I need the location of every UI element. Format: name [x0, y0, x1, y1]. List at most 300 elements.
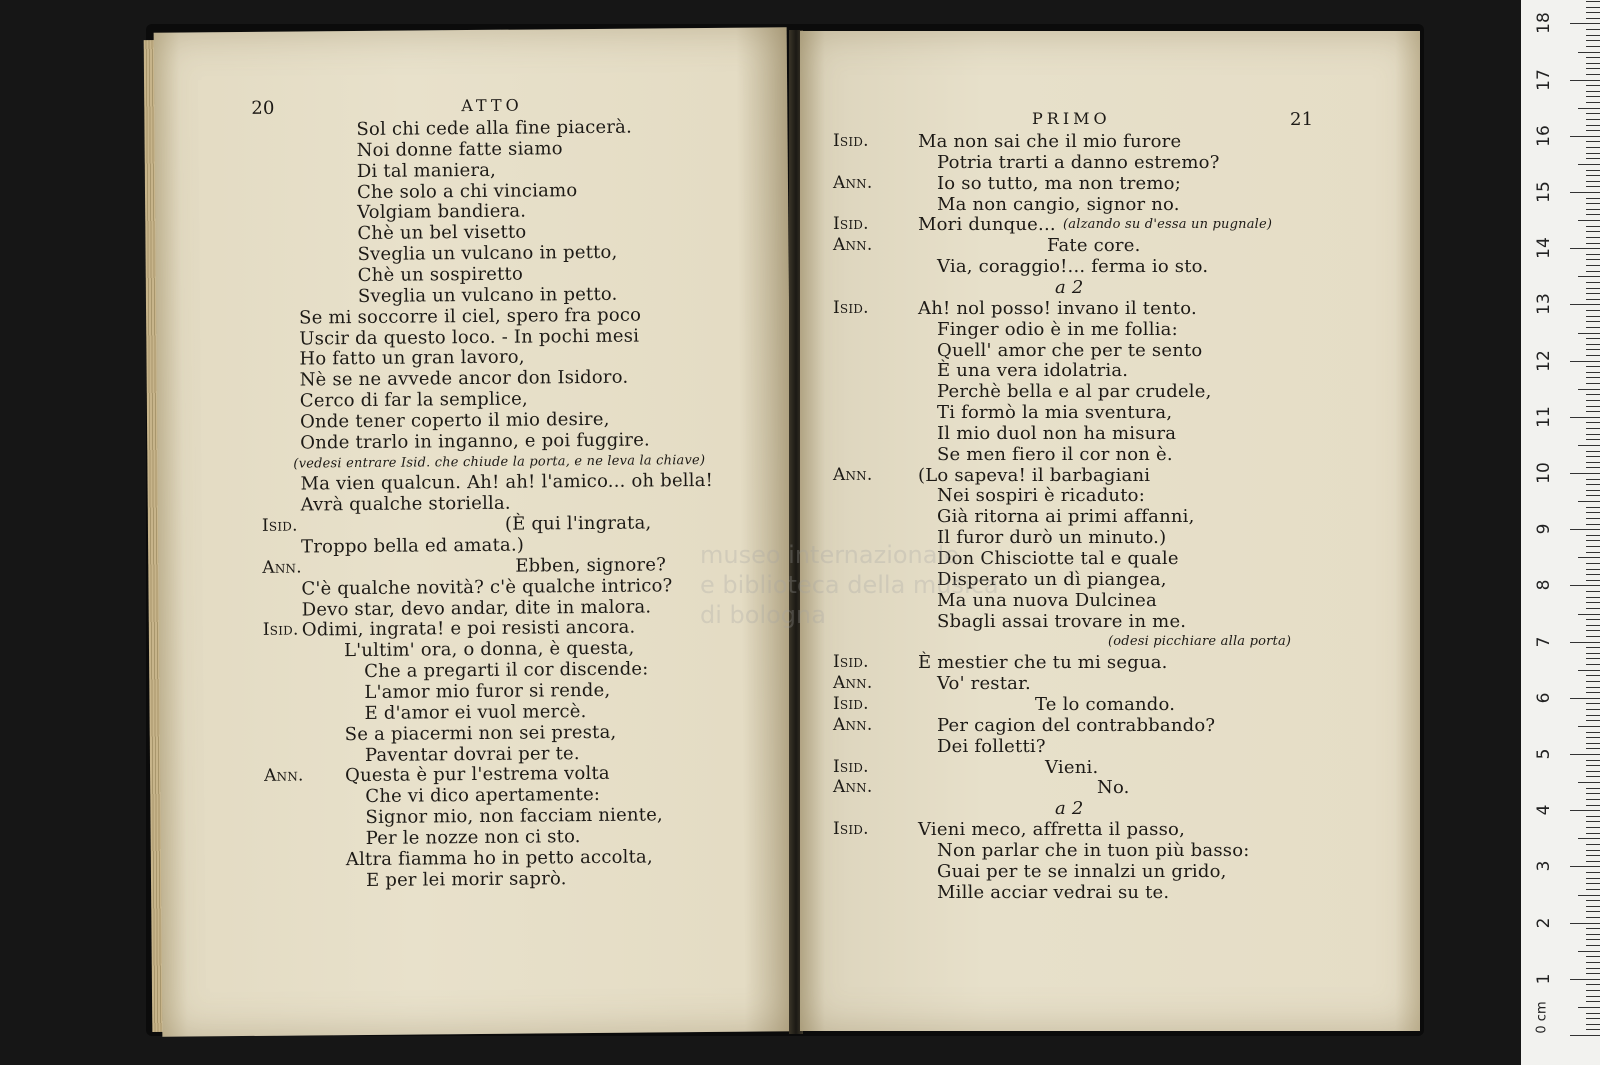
ruler-tick: [1570, 979, 1600, 980]
stage-direction: (vedesi entrare Isid. che chiude la porta, e ne leva la chiave): [293, 452, 706, 472]
verse-line: Io so tutto, ma non tremo;: [937, 172, 1181, 194]
ruler-tick: [1586, 788, 1600, 789]
ruler-number: 10: [1534, 462, 1554, 484]
ruler-tick: [1586, 816, 1600, 817]
ruler-tick: [1586, 597, 1600, 598]
ruler-tick: [1586, 900, 1600, 901]
ruler-tick: [1586, 1024, 1600, 1025]
ruler-tick: [1586, 181, 1600, 182]
ruler-tick: [1586, 906, 1600, 907]
ruler-tick: [1586, 692, 1600, 693]
ruler-tick: [1586, 535, 1600, 536]
verse-line: E d'amor ei vuol mercè.: [364, 700, 587, 724]
verse-line: Fate core.: [1047, 235, 1141, 257]
verse-line: Ah! nol posso! invano il tento.: [918, 297, 1197, 319]
ruler-tick: [1586, 703, 1600, 704]
ruler-tick: [1570, 698, 1600, 699]
ruler-tick: [1586, 709, 1600, 710]
ruler-tick: [1586, 715, 1600, 716]
ruler-tick: [1586, 265, 1600, 266]
verse-line: Troppo bella ed amata.): [301, 534, 525, 558]
ruler-tick: [1586, 546, 1600, 547]
verse-line: Se men fiero il cor non è.: [937, 443, 1173, 465]
speaker-label: Ann.: [833, 777, 873, 798]
page-number-left: 20: [251, 97, 275, 119]
ruler-tick: [1586, 990, 1600, 991]
verse-line: Chè un sospiretto: [357, 263, 524, 286]
verse-line: L'amor mio furor si rende,: [364, 679, 611, 703]
ruler-tick: [1586, 507, 1600, 508]
ruler-tick: [1586, 569, 1600, 570]
verse-line: Te lo comando.: [1035, 693, 1176, 715]
verse-line: Paventar dovrai per te.: [364, 742, 580, 766]
verse-line: L'ultim' ora, o donna, è questa,: [343, 637, 635, 662]
ruler-tick: [1586, 658, 1600, 659]
ruler-tick: [1586, 878, 1600, 879]
verse-line: Sol chi cede alla fine piacerà.: [356, 116, 633, 141]
ruler-tick: [1586, 467, 1600, 468]
ruler-tick: [1586, 939, 1600, 940]
ruler-tick: [1586, 1013, 1600, 1014]
ruler-tick: [1586, 237, 1600, 238]
ruler-tick: [1586, 833, 1600, 834]
ruler-tick: [1586, 383, 1600, 384]
ruler-tick: [1586, 776, 1600, 777]
ruler-tick: [1586, 675, 1600, 676]
ruler-tick: [1586, 748, 1600, 749]
ruler-tick: [1586, 563, 1600, 564]
ruler-tick: [1586, 338, 1600, 339]
ruler-unit-label: 0 cm: [1534, 1001, 1550, 1034]
ruler-tick: [1586, 46, 1600, 47]
ruler-tick: [1570, 923, 1600, 924]
ruler-number: 1: [1534, 973, 1554, 985]
speaker-label: Isid.: [833, 214, 869, 235]
ruler-tick: [1586, 861, 1600, 862]
ruler-tick: [1578, 1007, 1600, 1008]
ruler-tick: [1586, 96, 1600, 97]
ruler-tick: [1586, 175, 1600, 176]
ruler-tick: [1586, 945, 1600, 946]
ruler-tick: [1578, 782, 1600, 783]
ruler-number: 5: [1534, 748, 1554, 760]
ruler-tick: [1586, 844, 1600, 845]
ruler-tick: [1586, 552, 1600, 553]
ruler-tick: [1586, 231, 1600, 232]
ruler-tick: [1578, 220, 1600, 221]
verse-line: Ma non cangio, signor no.: [937, 193, 1180, 215]
ruler-tick: [1586, 771, 1600, 772]
ruler-tick: [1586, 479, 1600, 480]
verse-line: Che solo a chi vinciamo: [356, 179, 578, 203]
ruler-tick: [1586, 377, 1600, 378]
ruler-tick: [1586, 372, 1600, 373]
verse-line: (È qui l'ingrata,: [504, 512, 652, 535]
ruler-tick: [1586, 760, 1600, 761]
left-page: [154, 27, 796, 1036]
page-number-right: 21: [1290, 109, 1314, 130]
verse-line: E per lei morir saprò.: [365, 867, 567, 891]
ruler-tick: [1586, 591, 1600, 592]
verse-line: Che vi dico apertamente:: [365, 784, 601, 808]
speaker-label: Isid.: [833, 652, 869, 673]
speaker-label: Isid.: [833, 819, 869, 840]
verse-line: È una vera idolatria.: [937, 360, 1129, 382]
ruler-tick: [1570, 810, 1600, 811]
speaker-label: Ann.: [262, 557, 302, 578]
ruler-tick: [1586, 653, 1600, 654]
ruler-tick: [1586, 226, 1600, 227]
ruler-tick: [1570, 304, 1600, 305]
ruler-tick: [1578, 108, 1600, 109]
ruler-tick: [1578, 670, 1600, 671]
verse-line: Nè se ne avvede ancor don Isidoro.: [299, 366, 629, 391]
ruler-number: 12: [1534, 349, 1554, 372]
verse-line: Già ritorna ai primi affanni,: [937, 506, 1195, 528]
verse-line: Ebben, signore?: [515, 554, 667, 577]
ruler-tick: [1586, 456, 1600, 457]
ruler-tick: [1586, 934, 1600, 935]
ruler-tick: [1570, 754, 1600, 755]
ruler-tick: [1586, 687, 1600, 688]
ruler-tick: [1586, 850, 1600, 851]
ruler-tick: [1586, 214, 1600, 215]
speaker-label: Isid.: [833, 297, 869, 318]
ruler-tick: [1586, 490, 1600, 491]
ruler-tick: [1586, 872, 1600, 873]
verse-line: Non parlar che in tuon più basso:: [937, 839, 1250, 861]
ruler-tick: [1586, 130, 1600, 131]
ruler-tick: [1586, 962, 1600, 963]
ruler-tick: [1578, 389, 1600, 390]
verse-line: È mestier che tu mi segua.: [918, 652, 1168, 674]
ruler-tick: [1570, 1035, 1600, 1036]
verse-line: Ti formò la mia sventura,: [937, 402, 1173, 424]
ruler-tick: [1570, 529, 1600, 530]
ruler-tick: [1586, 720, 1600, 721]
speaker-label: Ann.: [833, 235, 873, 256]
speaker-label: Isid.: [262, 619, 299, 641]
ruler-tick: [1578, 557, 1600, 558]
ruler-tick: [1586, 310, 1600, 311]
ruler-tick: [1570, 417, 1600, 418]
ruler-tick: [1578, 895, 1600, 896]
ruler-tick: [1586, 883, 1600, 884]
speaker-label: Isid.: [261, 515, 298, 536]
ruler-tick: [1586, 400, 1600, 401]
ruler-tick: [1586, 316, 1600, 317]
ruler-tick: [1586, 394, 1600, 395]
ruler-tick: [1586, 1029, 1600, 1030]
verse-line: Sbagli assai trovare in me.: [937, 610, 1187, 632]
ruler-tick: [1586, 434, 1600, 435]
ruler-number: 6: [1534, 692, 1554, 704]
speaker-label: Isid.: [833, 131, 869, 151]
ruler-tick: [1586, 737, 1600, 738]
ruler-tick: [1586, 928, 1600, 929]
ruler-tick: [1586, 765, 1600, 766]
verse-line: Che a pregarti il cor discende:: [364, 658, 649, 683]
ruler-number: 14: [1534, 237, 1554, 260]
verse-line: Dei folletti?: [937, 735, 1046, 757]
speaker-label: Ann.: [833, 714, 873, 735]
verse-line: Guai per te se innalzi un grido,: [937, 860, 1227, 882]
ruler-tick: [1586, 68, 1600, 69]
ruler-tick: [1586, 141, 1600, 142]
ruler-tick: [1586, 996, 1600, 997]
verse-line: Potria trarti a danno estremo?: [937, 151, 1220, 173]
ruler-tick: [1586, 327, 1600, 328]
ruler-number: 9: [1534, 523, 1554, 535]
verse-line: Mori dunque...: [918, 214, 1056, 236]
ruler-tick: [1586, 203, 1600, 204]
verse-line: Sveglia un vulcano in petto.: [357, 283, 618, 307]
ruler-tick: [1586, 158, 1600, 159]
verse-line: No.: [1097, 777, 1130, 799]
ruler-tick: [1570, 473, 1600, 474]
verse-line: Signor mio, non facciam niente,: [365, 804, 664, 829]
ruler-tick: [1586, 732, 1600, 733]
ruler-tick: [1586, 57, 1600, 58]
ruler-number: 2: [1534, 917, 1554, 929]
ruler-tick: [1578, 164, 1600, 165]
ruler-tick: [1586, 85, 1600, 86]
ruler-tick: [1586, 344, 1600, 345]
ruler-tick: [1586, 495, 1600, 496]
verse-line: Cerco di far la semplice,: [299, 388, 528, 412]
ruler-number: 17: [1534, 68, 1554, 91]
verse-line: Nei sospiri è ricaduto:: [937, 485, 1145, 507]
ruler-tick: [1586, 821, 1600, 822]
ruler-tick: [1586, 282, 1600, 283]
ruler-tick: [1586, 113, 1600, 114]
ruler-tick: [1586, 259, 1600, 260]
ruler-tick: [1586, 18, 1600, 19]
ruler-number: 4: [1534, 804, 1554, 816]
ruler-tick: [1586, 422, 1600, 423]
verse-line: Finger odio è in me follia:: [937, 318, 1178, 340]
verse-line: Disperato un dì piangea,: [937, 568, 1167, 590]
ruler-tick: [1578, 276, 1600, 277]
ruler-tick: [1586, 462, 1600, 463]
verse-line: Ma una nuova Dulcinea: [937, 589, 1157, 611]
verse-line: Ho fatto un gran lavoro,: [299, 346, 525, 370]
ruler-tick: [1586, 580, 1600, 581]
ruler-tick: [1586, 956, 1600, 957]
verse-line: Il furor durò un minuto.): [937, 527, 1167, 549]
ruler-tick: [1586, 12, 1600, 13]
ruler-tick: [1586, 125, 1600, 126]
ruler-tick: [1586, 406, 1600, 407]
verse-line: Chè un bel visetto: [357, 221, 527, 245]
ruler-tick: [1570, 136, 1600, 137]
verse-line: Vieni meco, affretta il passo,: [918, 819, 1185, 841]
verse-line: Se mi soccorre il ciel, spero fra poco: [299, 304, 642, 329]
ruler-tick: [1586, 209, 1600, 210]
ruler-tick: [1586, 198, 1600, 199]
verse-line: Sveglia un vulcano in petto,: [357, 241, 618, 266]
ruler-tick: [1586, 973, 1600, 974]
ruler-tick: [1586, 608, 1600, 609]
ruler-number: 11: [1534, 405, 1554, 428]
verse-line: Altra fiamma ho in petto accolta,: [345, 846, 653, 870]
speaker-label: Ann.: [264, 765, 304, 787]
ruler-tick: [1586, 518, 1600, 519]
ruler-tick: [1586, 524, 1600, 525]
ruler-tick: [1586, 35, 1600, 36]
ruler-tick: [1586, 439, 1600, 440]
ruler-tick: [1586, 647, 1600, 648]
ruler-tick: [1586, 619, 1600, 620]
ruler-tick: [1586, 293, 1600, 294]
ruler-tick: [1586, 40, 1600, 41]
verse-line: Don Chisciotte tal e quale: [937, 548, 1179, 569]
verse-line: (Lo sapeva! il barbagiani: [918, 464, 1151, 486]
ruler-tick: [1578, 951, 1600, 952]
verse-line: Vieni.: [1045, 756, 1099, 778]
ruler-tick: [1570, 248, 1600, 249]
stage-direction: (alzando su d'essa un pugnale): [1063, 217, 1273, 233]
ruler-tick: [1586, 911, 1600, 912]
watermark-line: museo internazionale: [700, 541, 959, 569]
ruler-tick: [1586, 630, 1600, 631]
verse-line: Per le nozze non ci sto.: [365, 825, 581, 849]
running-head-right: PRIMO: [1032, 109, 1111, 128]
ruler-tick: [1586, 512, 1600, 513]
speaker-label: Ann.: [833, 172, 873, 193]
ruler-tick: [1586, 29, 1600, 30]
ruler-tick: [1570, 642, 1600, 643]
ruler-tick: [1578, 445, 1600, 446]
ruler-tick: [1586, 625, 1600, 626]
ruler-tick: [1586, 855, 1600, 856]
ruler-tick: [1586, 602, 1600, 603]
ruler-tick: [1578, 333, 1600, 334]
verse-line: Per cagion del contrabbando?: [937, 714, 1216, 736]
ruler-tick: [1586, 355, 1600, 356]
ruler-tick: [1586, 63, 1600, 64]
verse-line: Onde tener coperto il mio desire,: [299, 408, 610, 433]
verse-line: Mille acciar vedrai su te.: [937, 881, 1170, 903]
right-page: [800, 31, 1420, 1031]
verse-line: Il mio duol non ha misura: [937, 422, 1177, 444]
verse-line: Ma non sai che il mio furore: [918, 131, 1182, 152]
speaker-label: Ann.: [833, 464, 873, 485]
ruler-tick: [1586, 119, 1600, 120]
ruler-tick: [1586, 1001, 1600, 1002]
ruler-tick: [1578, 501, 1600, 502]
ruler-tick: [1586, 7, 1600, 8]
library-watermark: [700, 540, 999, 630]
ruler-tick: [1586, 243, 1600, 244]
verse-line: a 2: [1055, 276, 1084, 298]
ruler-tick: [1586, 636, 1600, 637]
ruler-tick: [1586, 681, 1600, 682]
verse-line: Volgiam bandiera.: [357, 200, 527, 224]
ruler-tick: [1586, 827, 1600, 828]
measurement-ruler: [1521, 0, 1600, 1065]
ruler-tick: [1570, 23, 1600, 24]
ruler-tick: [1586, 664, 1600, 665]
ruler-tick: [1586, 366, 1600, 367]
speaker-label: Isid.: [833, 756, 869, 777]
speaker-label: Isid.: [833, 693, 869, 714]
ruler-number: 16: [1534, 124, 1554, 147]
ruler-number: 7: [1534, 636, 1554, 648]
ruler-tick: [1586, 299, 1600, 300]
ruler-tick: [1586, 91, 1600, 92]
running-head-left: ATTO: [461, 95, 523, 116]
speaker-label: Ann.: [833, 673, 873, 694]
ruler-tick: [1586, 805, 1600, 806]
verse-line: Onde trarlo in inganno, e poi fuggire.: [300, 429, 651, 454]
verse-line: Odimi, ingrata! e poi resisti ancora.: [301, 616, 636, 641]
ruler-tick: [1586, 147, 1600, 148]
ruler-tick: [1578, 52, 1600, 53]
verse-line: Via, coraggio!... ferma io sto.: [937, 256, 1209, 278]
ruler-tick: [1570, 361, 1600, 362]
verse-line: Se a piacermi non sei presta,: [344, 721, 617, 745]
ruler-tick: [1586, 484, 1600, 485]
verse-line: C'è qualche novità? c'è qualche intrico?: [301, 574, 673, 600]
verse-line: Vo' restar.: [937, 673, 1031, 695]
ruler-number: 15: [1534, 181, 1554, 203]
ruler-tick: [1586, 743, 1600, 744]
ruler-tick: [1586, 799, 1600, 800]
verse-line: Noi donne fatte siamo: [356, 138, 563, 161]
ruler-tick: [1586, 321, 1600, 322]
ruler-tick: [1578, 838, 1600, 839]
ruler-tick: [1586, 153, 1600, 154]
ruler-tick: [1586, 984, 1600, 985]
ruler-tick: [1586, 968, 1600, 969]
ruler-tick: [1586, 74, 1600, 75]
ruler-tick: [1570, 585, 1600, 586]
ruler-tick: [1586, 411, 1600, 412]
ruler-number: 3: [1534, 860, 1554, 872]
ruler-tick: [1586, 254, 1600, 255]
verse-line: Questa è pur l'estrema volta: [345, 763, 610, 787]
stage-direction: (odesi picchiare alla porta): [1108, 634, 1292, 650]
ruler-tick: [1586, 102, 1600, 103]
ruler-number: 13: [1534, 293, 1554, 316]
verse-line: Perchè bella e al par crudele,: [937, 381, 1212, 403]
verse-line: Devo star, devo andar, dite in malora.: [301, 596, 652, 621]
ruler-tick: [1578, 726, 1600, 727]
verse-line: a 2: [1055, 798, 1084, 820]
ruler-tick: [1586, 428, 1600, 429]
ruler-tick: [1586, 451, 1600, 452]
ruler-number: 8: [1534, 579, 1554, 591]
ruler-tick: [1586, 574, 1600, 575]
verse-line: Quell' amor che per te sento: [937, 339, 1203, 361]
ruler-tick: [1586, 170, 1600, 171]
ruler-tick: [1586, 349, 1600, 350]
ruler-tick: [1570, 866, 1600, 867]
ruler-tick: [1586, 1018, 1600, 1019]
ruler-number: 18: [1534, 12, 1554, 35]
verse-line: Uscir da questo loco. - In pochi mesi: [299, 325, 640, 350]
ruler-tick: [1570, 80, 1600, 81]
watermark-line: e biblioteca della musica: [700, 571, 999, 599]
ruler-tick: [1586, 889, 1600, 890]
ruler-tick: [1586, 288, 1600, 289]
ruler-tick: [1586, 271, 1600, 272]
ruler-tick: [1586, 793, 1600, 794]
verse-line: Avrà qualche storiella.: [300, 492, 511, 516]
ruler-tick: [1586, 1, 1600, 2]
ruler-tick: [1586, 540, 1600, 541]
